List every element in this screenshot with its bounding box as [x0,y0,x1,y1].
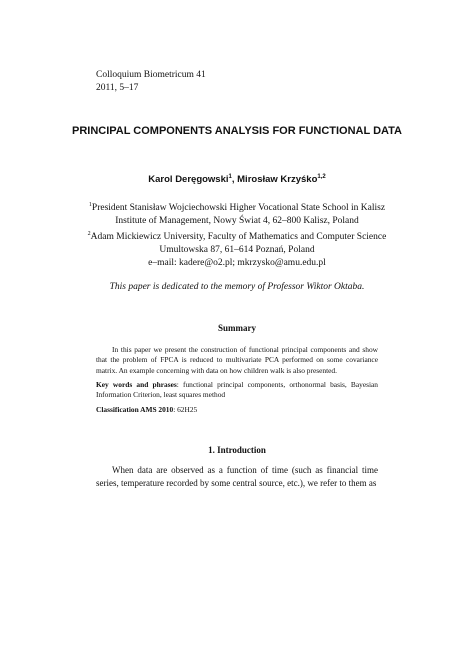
affiliation-2-line-2: Umultowska 87, 61–614 Poznań, Poland [159,245,315,256]
author-2: Mirosław Krzyśko [237,174,318,186]
keywords [96,380,378,401]
summary-heading: Summary [218,323,256,333]
paper-title: PRINCIPAL COMPONENTS ANALYSIS FOR FUNCTIONAL DATA [71,125,402,137]
classification-text: : 62H25 [173,405,198,414]
affiliation-2-line-1 [60,228,414,244]
author-separator: , [231,174,238,186]
author-1: Karol Deręgowski [148,174,229,186]
affiliation-1-line-2: Institute of Management, Nowy Świat 4, 62–800 Kalisz, Poland [115,216,359,227]
keywords-label: Key words and phrases [96,380,177,389]
affiliation-1-line-1 [60,199,414,215]
journal-header [96,69,206,95]
author-2-affil: 1,2 [317,174,326,180]
affiliation-1-text: President Stanisław Wojciechowski Higher Vocational State School in Kalisz [91,203,386,214]
summary-text: In this paper we present the construction of functional principal components and show that the problem of FPCA is reduced to multivariate PCA performed on some covariance matrix. An example concerning with data on how children walk is also presented. [96,345,378,375]
affiliations [60,199,414,270]
affiliation-2-marker: 2 [87,231,91,238]
journal-pages: 2011, 5–17 [96,83,139,93]
affiliation-2-text: Adam Mickiewicz University, Faculty of Mathematics and Computer Science [90,232,387,243]
section-body: When data are observed as a function of time (such as financial time series, temperature recorded by some central source, etc.), we refer to them as [96,465,378,488]
author-1-affil: 1 [228,174,232,180]
journal-name: Colloquium Biometricum 41 [96,70,206,80]
email-line: e–mail: kadere@o2.pl; mkrzysko@amu.edu.pl [148,258,326,269]
affiliation-1-marker: 1 [88,202,92,208]
classification-label: Classification AMS 2010 [96,405,174,414]
dedication: This paper is dedicated to the memory of Professor Wiktor Oktaba. [109,282,365,292]
keywords-text: : functional principal components, orthonormal basis, Bayesian Information Criterion, least squares method [96,380,378,400]
section-heading: 1. Introduction [208,445,266,455]
classification [96,405,378,415]
author-line [0,174,474,185]
